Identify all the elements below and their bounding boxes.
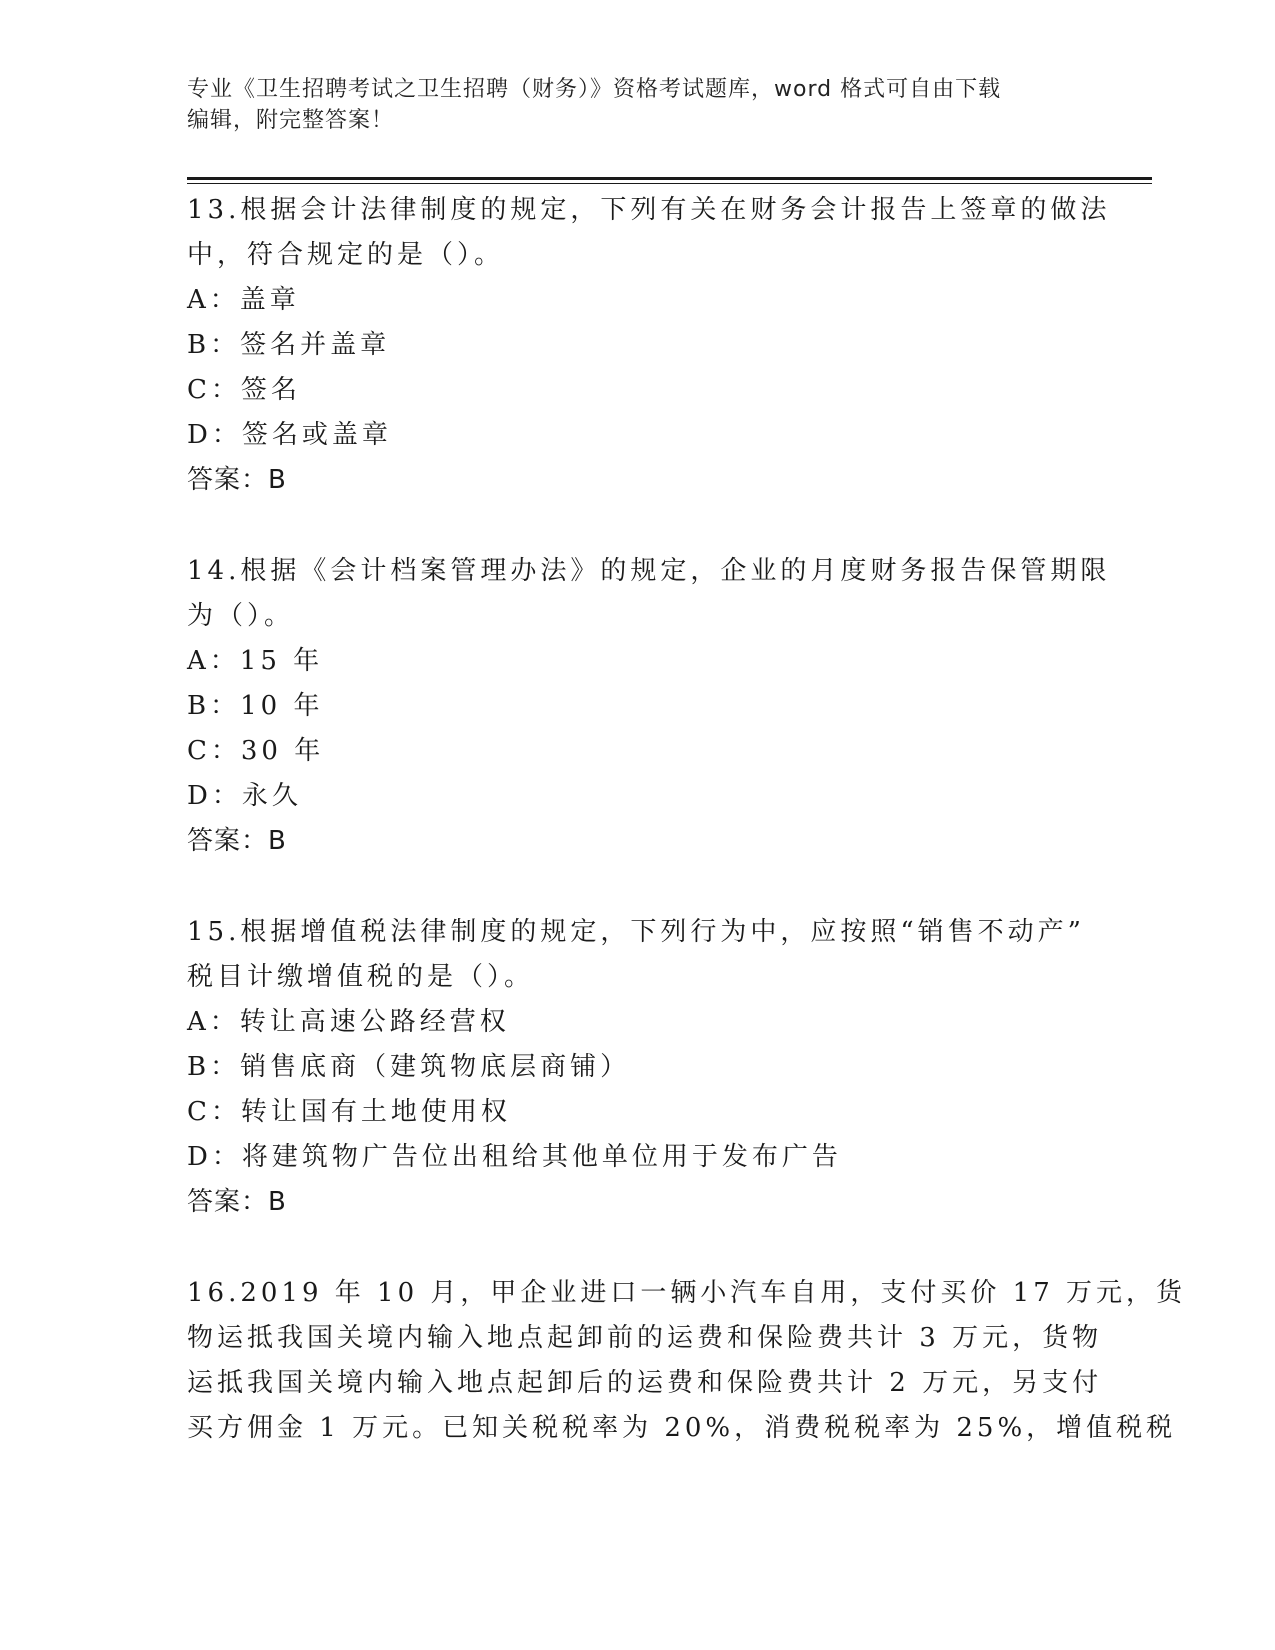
question-stem-line: 运抵我国关境内输入地点起卸后的运费和保险费共计 2 万元，另支付 [187,1368,1103,1398]
option-b: B：签名并盖章 [187,330,391,360]
question-stem-line: 13.根据会计法律制度的规定，下列有关在财务会计报告上签章的做法 [187,195,1111,225]
question-14 [187,549,1111,864]
option-a: A：转让高速公路经营权 [187,1007,510,1037]
option-b: B：销售底商（建筑物底层商铺） [187,1052,631,1082]
question-stem-line: 中，符合规定的是（）。 [187,240,505,270]
option-c: C：签名 [187,375,301,405]
question-stem-line: 14.根据《会计档案管理办法》的规定，企业的月度财务报告保管期限 [187,556,1111,586]
question-stem-line: 15.根据增值税法律制度的规定，下列行为中，应按照“销售不动产” [187,917,1085,947]
question-16 [187,1271,1187,1451]
header-line-2: 编辑，附完整答案！ [187,108,395,133]
document-header [187,74,1067,136]
question-stem-line: 为（）。 [187,601,295,631]
question-15 [187,910,1087,1225]
option-c: C：转让国有土地使用权 [187,1097,511,1127]
header-divider-thick [187,177,1152,180]
question-list [187,188,1187,1497]
option-c: C：30 年 [187,736,325,766]
question-stem-line: 买方佣金 1 万元。已知关税税率为 20%，消费税税率为 25%，增值税税 [187,1413,1177,1443]
option-a: A：盖章 [187,285,300,315]
header-line-1: 专业《卫生招聘考试之卫生招聘（财务）》资格考试题库，word 格式可自由下载 [187,77,1002,102]
option-a: A：15 年 [187,646,324,676]
answer: 答案：B [187,465,287,495]
question-stem-line: 税目计缴增值税的是（）。 [187,962,535,992]
option-d: D：永久 [187,781,302,811]
question-stem-line: 16.2019 年 10 月，甲企业进口一辆小汽车自用，支付买价 17 万元，货 [187,1278,1187,1308]
question-stem-line: 物运抵我国关境内输入地点起卸前的运费和保险费共计 3 万元，货物 [187,1323,1103,1353]
option-d: D：将建筑物广告位出租给其他单位用于发布广告 [187,1142,842,1172]
option-d: D：签名或盖章 [187,420,392,450]
answer: 答案：B [187,1187,287,1217]
answer: 答案：B [187,826,287,856]
question-13 [187,188,1111,503]
header-divider-thin [187,183,1152,184]
option-b: B：10 年 [187,691,324,721]
